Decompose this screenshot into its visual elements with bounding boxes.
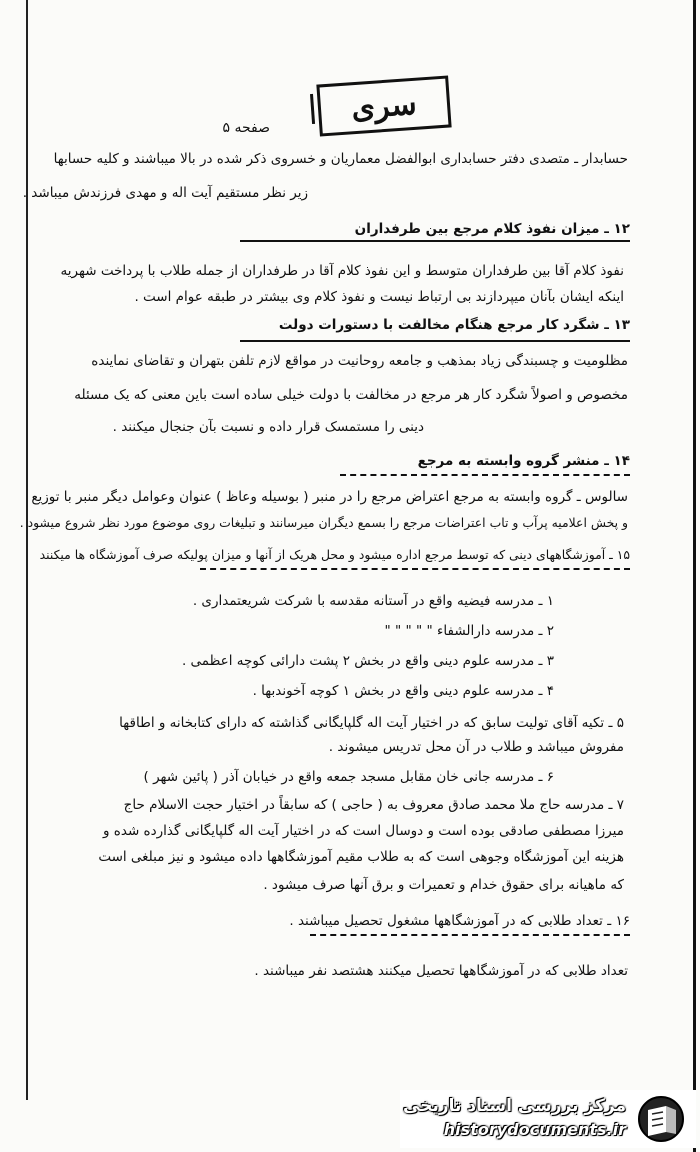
page-edge-left	[26, 0, 28, 1100]
section-heading: ۱۵ ـ آموزشگاههای دینی که توسط مرجع اداره میشود و محل هریک از آنها و میزان پولیکه صرف آموزشگاه ها میکنند	[39, 547, 630, 562]
text-line: که ماهیانه برای حقوق خدام و تعمیرات و برق آنها صرف میشود .	[263, 877, 624, 893]
archive-url: historydocuments.ir	[443, 1120, 626, 1139]
section-heading: ۱۳ ـ شگرد کار مرجع هنگام مخالفت با دستورات دولت	[278, 317, 630, 333]
text-line: دینی را مستمسک قرار داده و نسبت بآن جنجال میکنند .	[112, 419, 424, 435]
page-edge-right	[693, 0, 696, 1152]
list-item: ۲ ـ مدرسه دارالشفاء " " " " "	[384, 623, 554, 639]
archive-watermark	[400, 1090, 696, 1148]
secret-stamp: سری	[316, 75, 451, 136]
section-heading: ۱۶ ـ تعداد طلابی که در آموزشگاهها مشغول تحصیل میباشند .	[289, 913, 630, 929]
text-line: سالوس ـ گروه وابسته به مرجع اعتراض مرجع را در منبر ( بوسیله وعاظ ) عنوان وعوامل دیگر منبر با توزیع	[31, 489, 628, 505]
text-line: میرزا مصطفی صادقی بوده است و دوسال است که در اختیار آیت اله گلپایگانی گذارده شده و	[102, 823, 624, 839]
text-line: زیر نظر مستقیم آیت اله و مهدی فرزندش میباشد .	[22, 185, 308, 201]
list-item: ۷ ـ مدرسه حاج ملا محمد صادق معروف به ( حاجی ) که سابقاً در اختیار حجت الاسلام حاج	[123, 797, 624, 813]
text-line: حسابدار ـ متصدی دفتر حسابداری ابوالفضل معماریان و خسروی ذکر شده در بالا میباشند و کلیه حسابها	[53, 151, 628, 167]
list-item: ۵ ـ تکیه آقای تولیت سابق که در اختیار آیت اله گلپایگانی گذاشته که دارای کتابخانه و اطاقها	[119, 715, 624, 731]
list-item: ۶ ـ مدرسه جانی خان مقابل مسجد جمعه واقع در خیابان آذر ( پائین شهر )	[143, 769, 554, 785]
heading-underline	[340, 474, 630, 476]
heading-underline	[240, 240, 630, 242]
section-heading: ۱۴ ـ منشر گروه وابسته به مرجع	[417, 453, 630, 469]
heading-underline	[200, 568, 630, 570]
text-line: مخصوص و اصولاً شگرد کار هر مرجع در مخالفت با دولت خیلی ساده است باین معنی که یک مسئله	[74, 387, 628, 403]
text-line: مفروش میباشد و طلاب در آن محل تدریس میشوند .	[328, 739, 624, 755]
page-number: صفحه ۵	[222, 120, 270, 136]
heading-underline	[240, 340, 630, 342]
list-item: ۱ ـ مدرسه فیضیه واقع در آستانه مقدسه با شرکت شریعتمداری .	[192, 593, 554, 609]
text-line: و پخش اعلامیه پرآب و تاب اعتراضات مرجع را بسمع دیگران میرسانند و تبلیغات روی موضوع مورد نظر شروع میشود .	[19, 515, 628, 530]
list-item: ۴ ـ مدرسه علوم دینی واقع در بخش ۱ کوچه آخوندبها .	[252, 683, 554, 699]
list-item: ۳ ـ مدرسه علوم دینی واقع در بخش ۲ پشت دارائی کوچه اعظمی .	[181, 653, 554, 669]
text-line: تعداد طلابی که در آموزشگاهها تحصیل میکنند هشتصد نفر میباشند .	[254, 963, 628, 979]
archive-logo-icon	[636, 1094, 686, 1144]
heading-underline	[310, 934, 630, 936]
text-line: نفوذ کلام آقا بین طرفداران متوسط و این نفوذ کلام آقا در طرفداران از جمله طلاب با پرداخت شهریه	[60, 263, 624, 279]
archive-name: مرکز بررسی اسناد تاریخی	[403, 1096, 626, 1116]
text-line: هزینه این آموزشگاه وجوهی است که به طلاب مقیم آموزشگاهها داده میشود و نیز مبلغی است	[98, 849, 624, 865]
section-heading: ۱۲ ـ میزان نفوذ کلام مرجع بین طرفداران	[354, 221, 630, 237]
text-line: مظلومیت و چسبندگی زیاد بمذهب و جامعه روحانیت در مواقع لازم تلفن بتهران و تقاضای نماینده	[91, 353, 628, 369]
text-line: اینکه ایشان بآنان میپردازند بی ارتباط نیست و نفوذ کلام وی بیشتر در طبقه عوام است .	[134, 289, 624, 305]
